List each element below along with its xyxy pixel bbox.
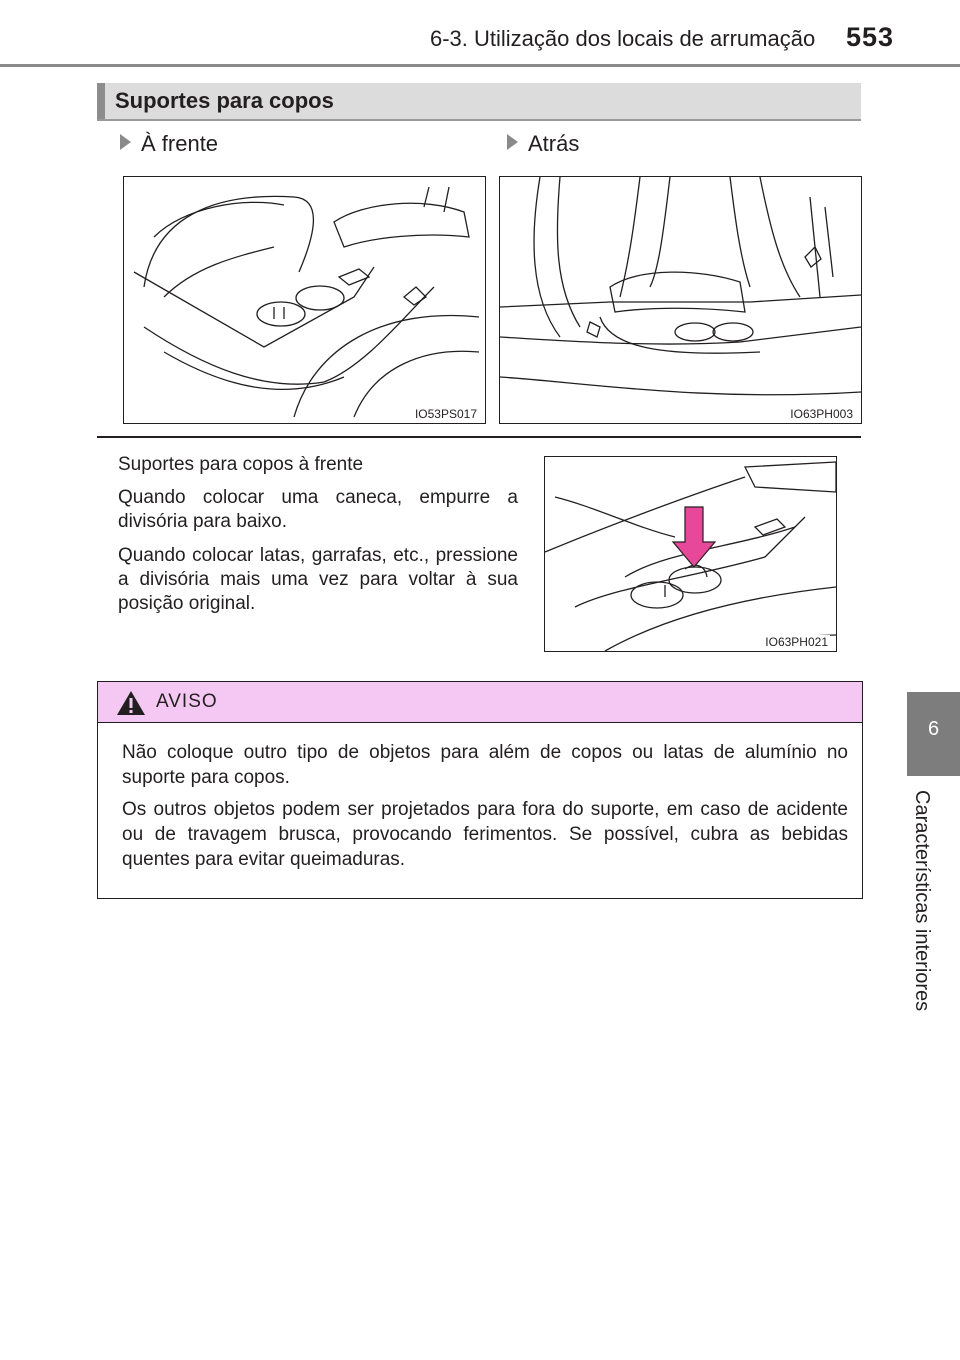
body-paragraph-1: Suportes para copos à frente [118,454,364,475]
triangle-bullet-icon [507,134,518,150]
rear-label [507,131,579,157]
chapter-number: 6 [927,718,940,740]
front-label-text: À frente [141,131,219,156]
body-paragraph-2: Quando colocar uma caneca, empurre a divisória para baixo. [118,487,518,532]
figure-code: IO53PS017 [414,407,477,421]
chapter-tab [907,692,960,776]
figure-code: IO63PH021 [765,635,828,649]
section-heading-bar [97,83,105,119]
rear-label-text: Atrás [528,131,580,156]
rear-cupholder-illustration [499,176,862,424]
warning-box [97,681,863,899]
front-label [120,131,218,157]
cupholder-divider-illustration [544,456,837,652]
warning-paragraph-2: Os outros objetos podem ser projetados para fora do suporte, em caso de acidente ou de travagem brusca, provocando ferimentos. Se possível, cubra as bebidas quentes para evitar queimaduras. [122,799,848,870]
header-rule [0,64,960,67]
section-heading [97,83,861,121]
section-divider [97,436,861,438]
running-header: 6-3. Utilização dos locais de arrumação [430,26,816,51]
front-cupholder-illustration [123,176,486,424]
warning-title: AVISO [156,691,218,712]
page-number: 553 [846,22,895,52]
triangle-bullet-icon [120,134,131,150]
warning-paragraph-1: Não coloque outro tipo de objetos para além de copos ou latas de alumínio no suporte para copos. [122,742,848,788]
warning-header [98,682,862,723]
section-heading-text: Suportes para copos [115,88,334,113]
warning-triangle-icon [116,690,146,716]
figure-code: IO63PH003 [790,407,853,421]
body-paragraph-3: Quando colocar latas, garrafas, etc., pressione a divisória mais uma vez para voltar à sua posição original. [118,545,518,614]
chapter-label: Características interiores [911,790,933,1012]
